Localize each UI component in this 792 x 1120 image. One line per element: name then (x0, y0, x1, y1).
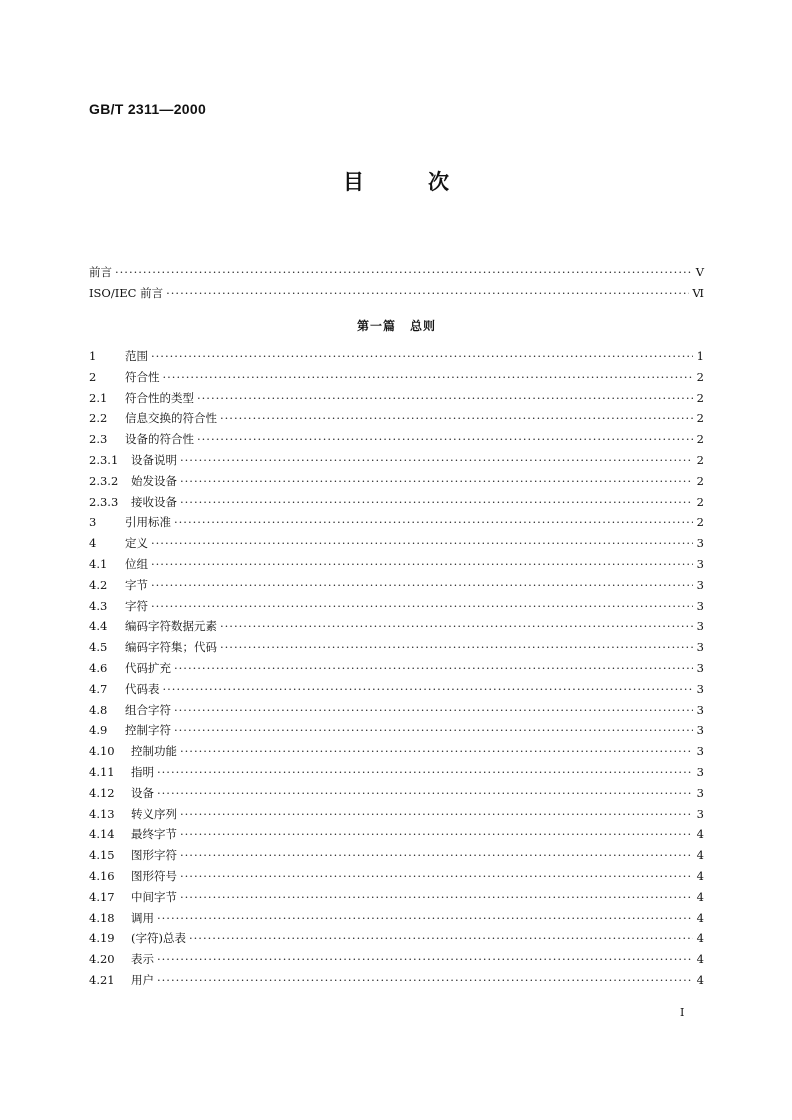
toc-entry[interactable] (89, 535, 704, 556)
leader-dots (157, 973, 693, 987)
toc-title: 最终字节 (131, 827, 177, 842)
toc-page: 4 (696, 827, 704, 842)
toc-label (89, 639, 217, 655)
toc-number: 2.2 (89, 411, 108, 426)
page-number: I (680, 1006, 685, 1019)
leader-dots (189, 931, 693, 945)
toc-title: 范围 (125, 349, 148, 363)
toc-page: Ⅵ (692, 285, 704, 300)
title-char-1: 目 (343, 170, 364, 194)
toc-number: 1 (89, 349, 97, 363)
toc-page: 4 (696, 848, 704, 863)
toc-entry[interactable] (89, 514, 704, 535)
toc-label (89, 722, 171, 738)
toc-title: 符合性 (125, 369, 160, 384)
leader-dots (151, 536, 693, 550)
toc-title: 编码字符集；代码 (125, 640, 217, 655)
toc-label (89, 390, 194, 406)
toc-title: 组合字符 (125, 702, 171, 717)
toc-label (89, 410, 217, 426)
leader-dots (174, 661, 693, 675)
toc-entry[interactable] (89, 390, 704, 411)
toc-entry[interactable] (89, 494, 704, 515)
toc-label (89, 598, 148, 614)
toc-page: 4 (696, 910, 704, 925)
toc-page: 3 (696, 723, 704, 738)
leader-dots (220, 619, 693, 633)
leader-dots (180, 474, 693, 488)
toc-label (89, 514, 171, 530)
leader-dots (174, 723, 693, 737)
leader-dots (151, 349, 693, 363)
toc-number: 2.1 (89, 390, 108, 405)
toc-title: 控制功能 (131, 744, 177, 759)
leader-dots (180, 848, 693, 862)
leader-dots (157, 765, 693, 779)
leader-dots (115, 265, 693, 279)
toc-label (89, 847, 177, 863)
toc-number: 4.19 (89, 931, 115, 946)
toc-label: ISO/IEC 前言 (89, 285, 164, 300)
toc-label (89, 743, 177, 759)
leader-dots (174, 515, 693, 529)
toc-entry[interactable] (89, 577, 704, 598)
toc-entry[interactable] (89, 410, 704, 431)
toc-number: 4.4 (89, 619, 108, 634)
toc-page: 4 (696, 931, 704, 946)
toc-title: 图形字符 (131, 848, 177, 863)
toc-number: 4.12 (89, 785, 115, 800)
leader-dots (180, 869, 693, 883)
toc-number: 4.5 (89, 640, 108, 655)
toc-entry[interactable] (89, 348, 704, 369)
toc-label (89, 348, 148, 364)
title-char-2: 次 (428, 170, 449, 194)
toc-number: 4.20 (89, 952, 115, 967)
leader-dots (151, 578, 693, 592)
toc-title: 定义 (125, 536, 148, 551)
toc-entry[interactable] (89, 910, 704, 931)
toc-title: 转义序列 (131, 806, 177, 821)
toc-title: 用户 (131, 972, 154, 987)
leader-dots (180, 890, 693, 904)
toc-page: 3 (696, 744, 704, 759)
leader-dots (151, 599, 693, 613)
toc-entries (89, 348, 704, 993)
toc-number: 4.2 (89, 577, 108, 592)
toc-label (89, 681, 160, 697)
toc-entry[interactable] (89, 743, 704, 764)
toc-page: 2 (696, 452, 704, 467)
toc-label (89, 930, 186, 946)
leader-dots (174, 703, 693, 717)
toc-entry[interactable] (89, 473, 704, 494)
toc-number: 4.7 (89, 681, 108, 696)
toc-page: 3 (696, 785, 704, 800)
leader-dots (157, 911, 693, 925)
toc-number: 2 (89, 369, 97, 384)
leader-dots (220, 640, 693, 654)
toc-number: 4.18 (89, 910, 115, 925)
toc-title: 图形符号 (131, 868, 177, 883)
toc-entry[interactable] (89, 556, 704, 577)
toc-label (89, 369, 160, 385)
toc-label (89, 806, 177, 822)
toc-title: 调用 (131, 910, 154, 925)
toc-entry[interactable] (89, 722, 704, 743)
toc-page: 3 (696, 619, 704, 634)
toc-page: Ⅴ (695, 265, 704, 279)
toc-number: 3 (89, 515, 97, 530)
leader-dots (151, 557, 693, 571)
toc-page: 3 (696, 681, 704, 696)
toc-page: 2 (696, 494, 704, 509)
toc-page: 2 (696, 432, 704, 447)
toc-entry[interactable] (89, 972, 704, 993)
toc-title: 位组 (125, 556, 148, 571)
toc-number: 2.3.1 (89, 452, 119, 467)
toc-page: 4 (696, 889, 704, 904)
toc-title: 设备说明 (131, 452, 177, 467)
toc-title: 编码字符数据元素 (125, 619, 217, 634)
toc-number: 4.9 (89, 723, 108, 738)
toc-entry-foreword[interactable] (89, 264, 704, 285)
toc-title: 设备 (131, 785, 154, 800)
page-title (0, 166, 792, 196)
toc-label (89, 972, 154, 988)
toc-page: 3 (696, 556, 704, 571)
toc-number: 4.1 (89, 556, 108, 571)
toc-page: 2 (696, 369, 704, 384)
toc-page: 3 (696, 536, 704, 551)
toc-title: 指明 (131, 764, 154, 779)
leader-dots (163, 370, 694, 384)
toc-number: 4.16 (89, 868, 115, 883)
toc-number: 4 (89, 536, 97, 551)
leader-dots (220, 411, 693, 425)
toc-number: 2.3 (89, 432, 108, 447)
toc-label (89, 910, 154, 926)
toc-label (89, 535, 148, 551)
leader-dots (163, 682, 694, 696)
toc-entry[interactable] (89, 618, 704, 639)
toc-entry-iso-foreword[interactable] (89, 285, 704, 306)
toc-title: 始发设备 (131, 473, 177, 488)
toc-title: 表示 (131, 952, 154, 967)
standard-id: GB/T 2311—2000 (89, 101, 207, 117)
leader-dots (166, 286, 689, 300)
toc-number: 4.8 (89, 702, 108, 717)
toc-label (89, 473, 177, 489)
toc-title: 代码扩充 (125, 660, 171, 675)
toc-label (89, 702, 171, 718)
toc-page: 2 (696, 411, 704, 426)
toc-page: 3 (696, 577, 704, 592)
toc-title: 符合性的类型 (125, 390, 194, 405)
toc-entry[interactable] (89, 785, 704, 806)
toc-entry[interactable] (89, 681, 704, 702)
toc-title: 中间字节 (131, 889, 177, 904)
part-title: 总则 (410, 319, 437, 334)
toc-entry[interactable] (89, 369, 704, 390)
part-label: 第一篇 (356, 319, 396, 334)
toc-entry[interactable] (89, 452, 704, 473)
leader-dots (157, 952, 693, 966)
toc-entry[interactable] (89, 598, 704, 619)
leader-dots (180, 744, 693, 758)
toc-page: 1 (696, 349, 704, 363)
toc-page: 3 (696, 660, 704, 675)
toc-entry[interactable] (89, 764, 704, 785)
toc-title: 控制字符 (125, 723, 171, 738)
toc-entry[interactable] (89, 806, 704, 827)
toc-page: 2 (696, 515, 704, 530)
leader-dots (157, 786, 693, 800)
toc-title: 接收设备 (131, 494, 177, 509)
toc-entry[interactable] (89, 868, 704, 889)
toc-label (89, 556, 148, 572)
toc-number: 2.3.3 (89, 494, 119, 509)
toc-title: (字符)总表 (131, 931, 186, 946)
leader-dots (180, 807, 693, 821)
toc-title: 信息交换的符合性 (125, 411, 217, 426)
toc-entry[interactable] (89, 951, 704, 972)
toc-label: 前言 (89, 265, 112, 279)
toc-number: 4.14 (89, 827, 115, 842)
toc-page: 4 (696, 972, 704, 987)
toc-label (89, 951, 154, 967)
toc-page: 3 (696, 806, 704, 821)
toc-entry[interactable] (89, 660, 704, 681)
toc-number: 4.11 (89, 764, 115, 779)
leader-dots (180, 453, 693, 467)
toc-page: 2 (696, 390, 704, 405)
toc-label (89, 868, 177, 884)
leader-dots (180, 827, 693, 841)
toc-page: 3 (696, 764, 704, 779)
toc-page: 3 (696, 640, 704, 655)
leader-dots (180, 495, 693, 509)
toc-number: 4.17 (89, 889, 115, 904)
toc-title: 引用标准 (125, 515, 171, 530)
toc-page: 3 (696, 702, 704, 717)
toc-label (89, 764, 154, 780)
toc-page: 3 (696, 598, 704, 613)
toc-front-matter (89, 264, 704, 346)
toc-number: 4.21 (89, 972, 115, 987)
toc-entry[interactable] (89, 930, 704, 951)
toc-label (89, 577, 148, 593)
toc-entry[interactable] (89, 702, 704, 723)
toc-entry[interactable] (89, 826, 704, 847)
toc-entry[interactable] (89, 639, 704, 660)
toc-number: 4.6 (89, 660, 108, 675)
toc-title: 字符 (125, 598, 148, 613)
toc-entry[interactable] (89, 889, 704, 910)
toc-number: 4.13 (89, 806, 115, 821)
toc-label (89, 431, 194, 447)
toc-number: 2.3.2 (89, 473, 119, 488)
toc-title: 字节 (125, 577, 148, 592)
toc-label (89, 494, 177, 510)
toc-entry[interactable] (89, 431, 704, 452)
toc-label (89, 618, 217, 634)
toc-page: 4 (696, 868, 704, 883)
toc-page: 4 (696, 952, 704, 967)
part-heading (89, 306, 704, 346)
toc-label (89, 889, 177, 905)
toc-page: 2 (696, 473, 704, 488)
toc-number: 4.15 (89, 848, 115, 863)
toc-number: 4.3 (89, 598, 108, 613)
toc-label (89, 826, 177, 842)
leader-dots (197, 432, 693, 446)
toc-title: 设备的符合性 (125, 432, 194, 447)
leader-dots (197, 391, 693, 405)
toc-number: 4.10 (89, 744, 115, 759)
toc-title: 代码表 (125, 681, 160, 696)
toc-label (89, 452, 177, 468)
toc-label (89, 660, 171, 676)
toc-label (89, 785, 154, 801)
toc-entry[interactable] (89, 847, 704, 868)
